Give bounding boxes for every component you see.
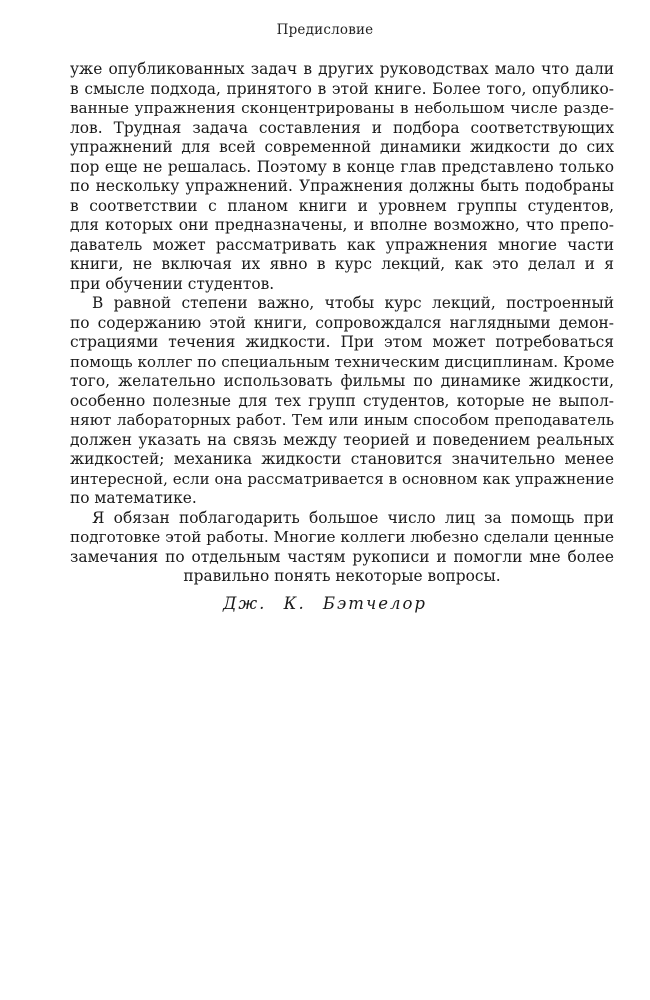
running-head: Предисловие <box>276 22 374 38</box>
author-signature: Дж. К. Бэтчелор <box>223 594 427 613</box>
text-line: в смысле подхода, принятого в этой книге. Более того, опублико- <box>70 79 614 98</box>
paragraph-3 <box>70 509 614 587</box>
paragraph-2 <box>70 294 614 509</box>
text-line: лов. Трудная задача составления и подбора соответствующих <box>70 118 614 137</box>
text-line: должен указать на связь между теорией и поведением реальных <box>70 430 614 449</box>
text-line: правильно понять некоторые вопросы. <box>183 567 501 585</box>
text-line: Я обязан поблагодарить большое число лиц за помощь при <box>92 508 614 527</box>
text-line: при обучении студентов. <box>70 274 275 293</box>
text-line: даватель может рассматривать как упражнения многие части <box>70 235 614 254</box>
text-line: книги, не включая их явно в курс лекций, как это делал и я <box>70 255 614 273</box>
text-line: няют лабораторных работ. Тем или иным способом преподаватель <box>70 411 614 429</box>
text-line: того, желательно использовать фильмы по динамике жидкости, <box>70 372 614 390</box>
text-line: замечания по отдельным частям рукописи и помогли мне более <box>70 547 614 566</box>
text-line: ванные упражнения сконцентрированы в небольшом числе разде- <box>70 99 614 117</box>
body-text <box>70 60 614 587</box>
text-line: для которых они предназначены, и вполне возможно, что препо- <box>70 216 614 234</box>
text-line: жидкостей; механика жидкости становится значительно менее <box>70 450 614 468</box>
text-line: по содержанию этой книги, сопровождался наглядными демон- <box>70 313 614 332</box>
text-line: упражнений для всей современной динамики жидкости до сих <box>70 138 614 156</box>
text-line: в соответствии с планом книги и уровнем группы студентов, <box>70 196 614 215</box>
paragraph-1 <box>70 60 614 294</box>
text-line: пор еще не решалась. Поэтому в конце глав представлено только <box>70 157 614 176</box>
text-line: помощь коллег по специальным техническим дисциплинам. Кроме <box>70 352 615 371</box>
text-line: особенно полезные для тех групп студентов, которые не выпол- <box>70 391 614 410</box>
text-line: интересной, если она рассматривается в основном как упражнение <box>70 469 614 488</box>
text-line: уже опубликованных задач в других руководствах мало что дали <box>70 60 614 78</box>
text-line: по нескольку упражнений. Упражнения должны быть подобраны <box>70 177 614 195</box>
text-line: подготовке этой работы. Многие коллеги любезно сделали ценные <box>70 528 614 546</box>
text-line: страциями течения жидкости. При этом может потребоваться <box>70 333 614 351</box>
text-line: В равной степени важно, чтобы курс лекций, построенный <box>92 294 614 312</box>
text-line: по математике. <box>70 489 197 507</box>
